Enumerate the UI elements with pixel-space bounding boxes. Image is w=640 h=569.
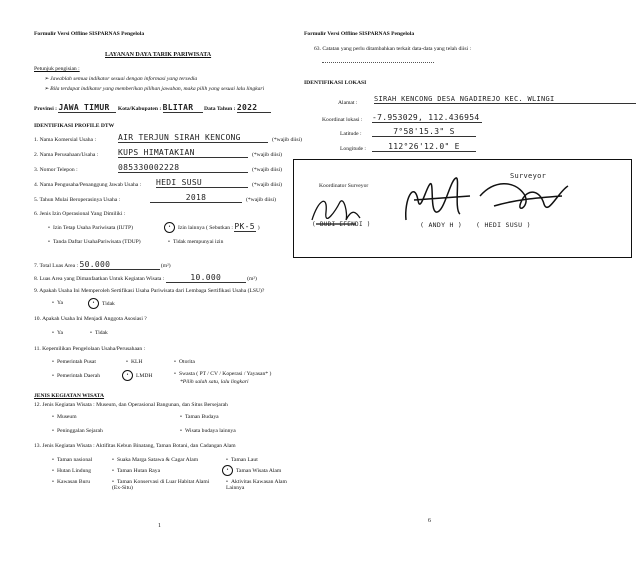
selected-circle-icon: • bbox=[122, 370, 133, 381]
q8-row: 8. Luas Area yang Dimanfaatkan Untuk Kegiatan Wisata : 10.000 (m²) bbox=[34, 273, 257, 282]
field-value[interactable]: 085330002228 bbox=[118, 163, 248, 173]
alamat-label: Alamat : bbox=[338, 100, 358, 106]
field-note: (*wajib diisi) bbox=[272, 137, 302, 143]
q13-option[interactable]: • Taman nasional bbox=[52, 457, 92, 463]
koordinat-value[interactable]: -7.953029, 112.436954 bbox=[372, 113, 482, 123]
field-value[interactable]: AIR TERJUN SIRAH KENCONG bbox=[118, 133, 268, 143]
q13-option[interactable]: • Suaka Marga Satawa & Cagar Alam bbox=[112, 457, 198, 463]
q6-option[interactable]: • Tidak mempunyai izin bbox=[168, 239, 223, 245]
q6-option[interactable]: • Izin Tetap Usaha Pariwisata (IUTP) bbox=[48, 225, 133, 231]
q11-option-lmdh[interactable]: • LMDH bbox=[122, 370, 152, 381]
q6-option[interactable]: • Tanda Daftar UsahaPariwisata (TDUP) bbox=[48, 239, 141, 245]
field-value[interactable]: KUPS HIMATAKIAN bbox=[118, 148, 248, 158]
field-row: 1. Nama Komersial Usaha : bbox=[34, 137, 96, 143]
q7-row: 7. Total Luas Area : 50.000 (m²) bbox=[34, 260, 171, 269]
instruction-1: ➢ Jawablah semua indikator sesuai dengan informasi yang tersedia bbox=[44, 76, 198, 82]
province-row bbox=[34, 103, 271, 113]
q13-option[interactable]: • Taman Konservasi di Luar Habitat Alami (Ex-Situ) bbox=[112, 479, 212, 492]
signature-koordinator bbox=[306, 190, 366, 240]
field-note: (*wajib diisi) bbox=[252, 182, 282, 188]
tahun-value[interactable]: 2022 bbox=[237, 103, 271, 113]
kota-value[interactable]: BLITAR bbox=[163, 103, 203, 113]
q9-label: 9. Apakah Usaha Ini Memperoleh Sertifikasi Usaha Pariwisata dari Lembaga Sertifikasi Usaha (LSU)? bbox=[34, 288, 265, 294]
q12-label: 12. Jenis Kegiatan Wisata : Museum, dan Operasional Bangunan, dan Situs Bersejarah bbox=[34, 402, 228, 408]
page-number-left: 1 bbox=[158, 523, 161, 529]
q6-other-value[interactable]: PK-5 bbox=[234, 222, 255, 231]
right-header: Formulir Versi Offline SISPARNAS Pengelola bbox=[304, 31, 415, 37]
selected-circle-icon: • bbox=[222, 465, 233, 476]
q7-value[interactable]: 50.000 bbox=[80, 260, 160, 270]
section-jenis: JENIS KEGIATAN WISATA bbox=[34, 393, 105, 399]
q63-answer-line[interactable] bbox=[322, 62, 434, 63]
field-note: (*wajib diisi) bbox=[252, 167, 282, 173]
instruction-2: ➢ Bila terdapat indikator yang memberikan pilihan jawaban, maka pilih yang sesuai lalu lingkari bbox=[44, 86, 265, 92]
q9-option-ya[interactable]: • Ya bbox=[52, 300, 63, 306]
q10-option-tidak[interactable]: • Tidak bbox=[90, 330, 108, 336]
field-value[interactable]: HEDI SUSU bbox=[156, 178, 248, 188]
q11-option[interactable]: • Swasta ( PT / CV / Koperasi / Yayasan* ) bbox=[174, 371, 271, 377]
q11-option[interactable]: • Pemerintah Pusat bbox=[52, 359, 96, 365]
koordinator-name: ( BUDI EFENDI ) bbox=[312, 221, 371, 228]
selected-circle-icon: • bbox=[164, 222, 175, 233]
q13-option[interactable]: • Aktivitas Kawasan Alam Lainnya bbox=[226, 479, 290, 492]
alamat-value[interactable]: SIRAH KENCONG DESA NGADIREJO KEC. WLINGI bbox=[374, 95, 636, 104]
koordinator-label: Koordinator Surveyor bbox=[319, 183, 369, 189]
province-value[interactable]: JAWA TIMUR bbox=[58, 103, 116, 113]
kota-label: Kota/Kabupaten : bbox=[117, 106, 162, 112]
q13-option[interactable]: • Hutan Lindung bbox=[52, 468, 91, 474]
latitude-value[interactable]: 7°58'15.3" S bbox=[372, 127, 476, 137]
field-row: 3. Nomor Telepon : bbox=[34, 167, 78, 173]
tahun-label: Data Tahun : bbox=[204, 106, 236, 112]
field-row: 5. Tahun Mulai Beroperasinya Usaha : bbox=[34, 197, 121, 203]
field-note: (*wajib diisi) bbox=[246, 197, 276, 203]
left-header: Formulir Versi Offline SISPARNAS Pengelola bbox=[34, 31, 145, 37]
instructions-label: Petunjuk pengisian : bbox=[34, 66, 80, 72]
q11-note: *Pilih salah satu, lalu lingkari bbox=[180, 379, 249, 385]
q12-option[interactable]: • Wisata budaya lainnya bbox=[180, 428, 236, 434]
q13-option[interactable]: • Taman Hutan Raya bbox=[112, 468, 160, 474]
surveyor-name: ( ANDY H ) bbox=[420, 221, 463, 229]
q6-option-other[interactable]: • Izin lainnya ( Sebutkan : PK-5 ) bbox=[164, 222, 260, 233]
q10-option-ya[interactable]: • Ya bbox=[52, 330, 63, 336]
latitude-label: Latitude : bbox=[340, 131, 362, 137]
q6-label: 6. Jenis Izin Operasional Yang Dimiliki : bbox=[34, 211, 126, 217]
q13-option[interactable]: • Kawasan Buru bbox=[52, 479, 90, 485]
q11-option[interactable]: • Pemerintah Daerah bbox=[52, 373, 100, 379]
signature-surveyor bbox=[400, 170, 480, 240]
q13-label: 13. Jenis Kegiatan Wisata : Aktifitas Kebun Binatang, Taman Botani, dan Cadangan Alam bbox=[34, 443, 236, 449]
section-profile: IDENTIFIKASI PROFILE DTW bbox=[34, 123, 115, 129]
page-number-right: 6 bbox=[428, 518, 431, 524]
form-title: LAYANAN DAYA TARIK PARIWISATA bbox=[105, 52, 212, 58]
surveyor-label: Surveyor bbox=[510, 172, 547, 180]
selected-circle-icon: • bbox=[88, 298, 99, 309]
q11-label: 11. Kepemilikan Pengelolaan Usaha/Perusahaan : bbox=[34, 346, 146, 352]
q13-option-selected[interactable]: • Taman Wisata Alam bbox=[222, 465, 281, 476]
q11-option[interactable]: • Otorita bbox=[174, 359, 195, 365]
q12-option[interactable]: • Peninggalan Sejarah bbox=[52, 428, 103, 434]
longitude-value[interactable]: 112°26'12.0" E bbox=[372, 142, 476, 152]
pengelola-name: ( HEDI SUSU ) bbox=[476, 221, 531, 229]
field-row: 4. Nama Pengusaha/Penanggung Jawab Usaha : bbox=[34, 182, 142, 188]
q12-option[interactable]: • Taman Budaya bbox=[180, 414, 219, 420]
section-lokasi: IDENTIFIKASI LOKASI bbox=[304, 80, 367, 86]
field-note: (*wajib diisi) bbox=[252, 152, 282, 158]
q11-option[interactable]: • KLH bbox=[126, 359, 142, 365]
q63-label: 63. Catatan yang perlu ditambahkan terkait data-data yang telah diisi : bbox=[314, 46, 472, 52]
province-label: Provinsi : bbox=[34, 106, 58, 112]
q8-value[interactable]: 10.000 bbox=[166, 273, 246, 283]
longitude-label: Longitude : bbox=[340, 146, 366, 152]
q12-option[interactable]: • Museum bbox=[52, 414, 77, 420]
koordinat-label: Koordinat lokasi : bbox=[322, 117, 363, 123]
field-value[interactable]: 2018 bbox=[150, 193, 242, 203]
q9-option-tidak[interactable]: • Tidak bbox=[88, 298, 115, 309]
field-row: 2. Nama Perusahaan/Usaha : bbox=[34, 152, 99, 158]
q13-option[interactable]: • Taman Laut bbox=[226, 457, 258, 463]
q10-label: 10. Apakah Usaha Ini Menjadi Anggota Asosiasi ? bbox=[34, 316, 147, 322]
